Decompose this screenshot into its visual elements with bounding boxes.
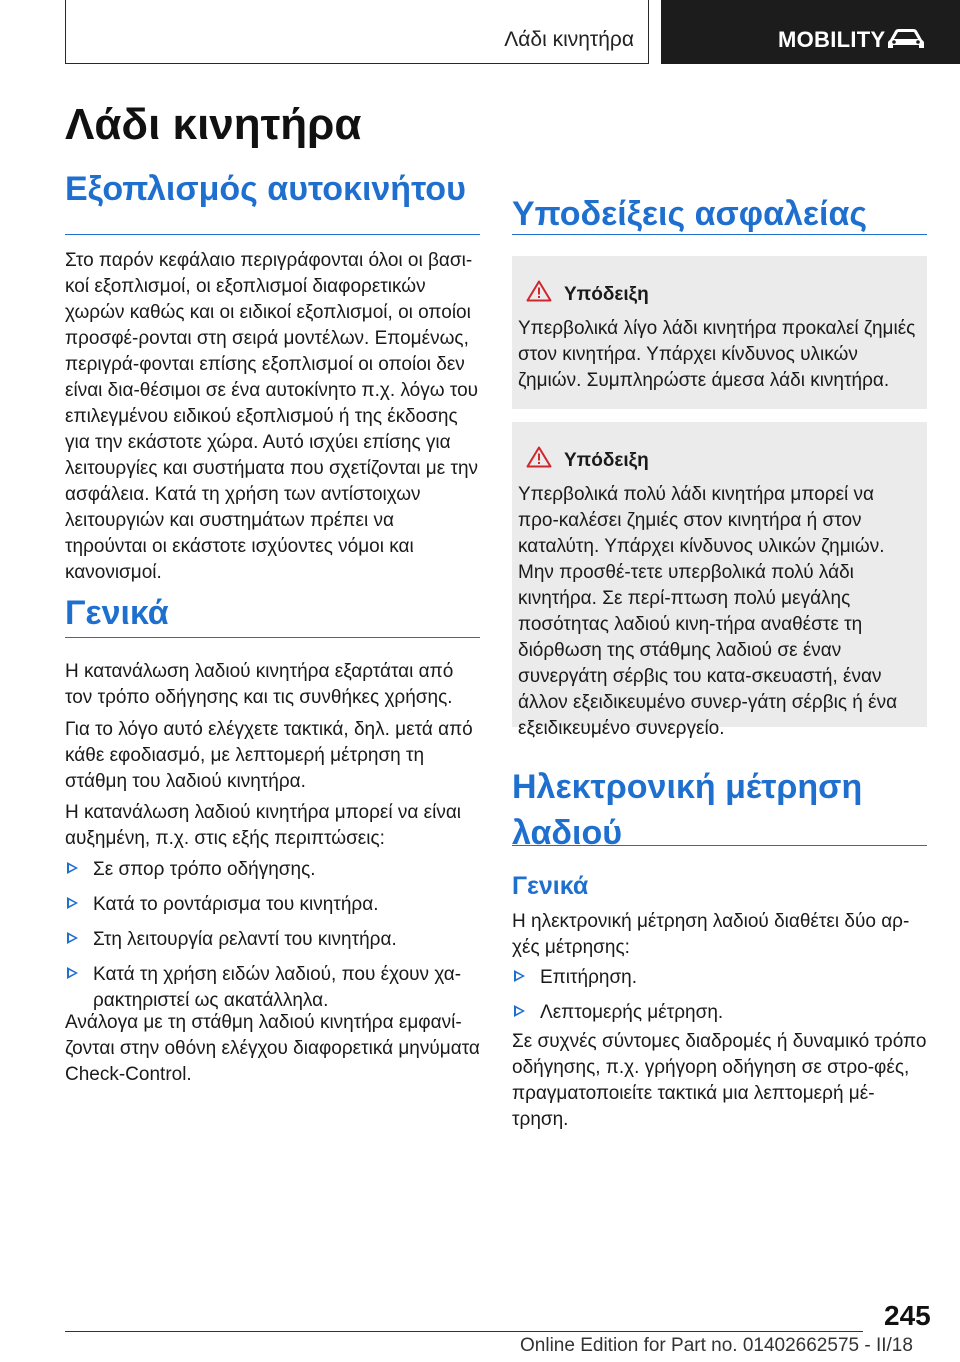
list-item	[512, 965, 927, 991]
note-text: Υπερβολικά πολύ λάδι κινητήρα μπορεί να προ‐καλέσει ζημιές στον κινητήρα ή στον καταλύτη. Υπάρχει κίνδυνος υλικών ζημιών. Μην προσθέ‐τετε υπερβολικά πολύ λάδι κινητήρα. Σε περί‐πτωση πολύ μεγάλης ποσότητας λαδιού κινη‐τήρα αναθέστε τη διόρθωση της στάθμης λαδιού σε έναν συνεργάτη σέρβις του κατα‐σκευαστή, έναν άλλον εξειδικευμένο συνερ‐γάτη σέρβις ή ένα εξειδικευμένο συνεργείο.	[518, 484, 898, 739]
list-item	[65, 962, 480, 1014]
header-section-title: Λάδι κινητήρα	[504, 28, 634, 51]
general-subheading: Γενικά	[512, 872, 589, 900]
measurement-principles-list	[512, 965, 927, 1035]
triangle-bullet-icon	[67, 967, 78, 979]
page-title: Λάδι κινητήρα	[65, 100, 362, 149]
safety-heading-rule	[512, 234, 927, 235]
note-title: Υπόδειξη	[564, 450, 649, 471]
footer-rule	[65, 1331, 863, 1332]
note-text: Υπερβολικά λίγο λάδι κινητήρα προκαλεί ζημιές στον κινητήρα. Υπάρχει κίνδυνος υλικών ζημιών. Συμπληρώστε άμεσα λάδι κινητήρα.	[518, 318, 916, 391]
list-item-text: Λεπτομερής μέτρηση.	[540, 1002, 724, 1023]
list-item-text: Επιτήρηση.	[540, 967, 638, 988]
footer-edition-text: Online Edition for Part no. 01402662575 - II/18	[520, 1335, 913, 1356]
list-item	[65, 927, 480, 953]
check-control-text: Ανάλογα με τη στάθμη λαδιού κινητήρα εμφανί‐ζονται στην οθόνη ελέγχου διαφορετικά μηνύματα Check-Control.	[65, 1012, 480, 1085]
check-regularly-text: Για το λόγο αυτό ελέγχετε τακτικά, δηλ. μετά από κάθε εφοδιασμό, με λεπτομερή μέτρηση τη στάθμη του λαδιού κινητήρα.	[65, 719, 473, 792]
equipment-heading-rule	[65, 234, 480, 235]
increased-consumption-text: Η κατανάλωση λαδιού κινητήρα μπορεί να είναι αυξημένη, π.χ. στις εξής περιπτώσεις:	[65, 802, 462, 849]
note-title: Υπόδειξη	[564, 284, 649, 305]
consumption-cases-list	[65, 857, 480, 1023]
electronic-heading-rule	[512, 845, 927, 846]
list-item	[65, 892, 480, 918]
triangle-bullet-icon	[67, 897, 78, 909]
safety-heading: Υποδείξεις ασφαλείας	[512, 195, 868, 233]
list-item-text: Στη λειτουργία ρελαντί του κινητήρα.	[93, 929, 397, 950]
header-section-box	[65, 0, 649, 64]
header-brand-label: MOBILITY	[778, 27, 886, 52]
detailed-measurement-text: Σε συχνές σύντομες διαδρομές ή δυναμικό τρόπο οδήγησης, π.χ. γρήγορη οδήγηση σε στρο‐φές, πραγματοποιείτε τακτικά μια λεπτομερή μέ‐τρηση.	[512, 1031, 927, 1130]
list-item-text: Σε σπορ τρόπο οδήγησης.	[93, 859, 316, 880]
general-heading-rule	[65, 637, 480, 638]
page-number: 245	[884, 1300, 931, 1331]
list-item	[512, 1000, 927, 1026]
measurement-principles-text: Η ηλεκτρονική μέτρηση λαδιού διαθέτει δύο αρ‐χές μέτρησης:	[512, 911, 910, 958]
equipment-heading: Εξοπλισμός αυτοκινήτου	[65, 170, 466, 208]
equipment-text: Στο παρόν κεφάλαιο περιγράφονται όλοι οι βασι‐κοί εξοπλισμοί, οι εξοπλισμοί διαφορετικών χωρών καθώς και οι ειδικοί εξοπλισμοί, οι οποίοι προσφέ‐ρονται στη σειρά μοντέλων. Επομένως, περιγρά‐φονται επίσης εξοπλισμοί οι οποίοι δεν είναι δια‐θέσιμοι σε ένα αυτοκίνητο π.χ. λόγω του επιλεγμένου ειδικού εξοπλισμού ή της έκδοσης για την εκάστοτε χώρα. Αυτό ισχύει επίσης για λειτουργίες και συστήματα που σχετίζονται με την ασφάλεια. Κατά τη χρήση των αντίστοιχων λειτουργιών και συστημάτων πρέπει να τηρούνται οι εκάστοτε ισχύοντες νόμοι και κανονισμοί.	[65, 250, 479, 583]
note-box-low-oil	[512, 256, 927, 409]
car-icon	[886, 27, 926, 51]
list-item	[65, 857, 480, 883]
general-heading: Γενικά	[65, 594, 169, 632]
electronic-measurement-heading: Ηλεκτρονική μέτρηση λαδιού	[512, 768, 863, 852]
warning-icon	[526, 280, 552, 302]
triangle-bullet-icon	[67, 932, 78, 944]
triangle-bullet-icon	[514, 970, 525, 982]
consumption-text: Η κατανάλωση λαδιού κινητήρα εξαρτάται από τον τρόπο οδήγησης και τις συνθήκες χρήσης.	[65, 661, 454, 708]
warning-icon	[526, 446, 552, 468]
header-brand-bar	[661, 0, 960, 64]
triangle-bullet-icon	[514, 1005, 525, 1017]
list-item-text: Κατά τη χρήση ειδών λαδιού, που έχουν χα‐ρακτηριστεί ως ακατάλληλα.	[93, 964, 462, 1011]
list-item-text: Κατά το ροντάρισμα του κινητήρα.	[93, 894, 379, 915]
note-box-excess-oil	[512, 422, 927, 739]
triangle-bullet-icon	[67, 862, 78, 874]
